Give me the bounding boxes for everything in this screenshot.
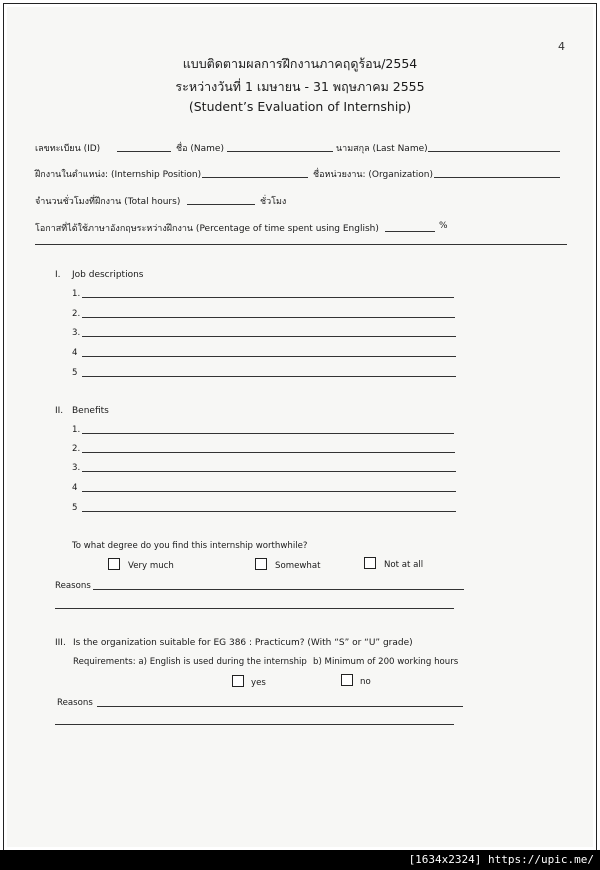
job-item-number: 5 <box>72 368 78 378</box>
watermark-text: [1634x2324] https://upic.me/ <box>408 853 594 866</box>
job-item-line[interactable] <box>82 317 455 318</box>
job-item-number: 3. <box>72 328 81 338</box>
yes-checkbox[interactable] <box>232 675 244 687</box>
position-field[interactable] <box>202 177 308 178</box>
requirement-a: Requirements: a) English is used during the internship <box>73 657 307 667</box>
title-thai: แบบติดตามผลการฝึกงานภาคฤดูร้อน/2554 <box>182 56 418 71</box>
worthwhile-question: To what degree do you find this internship worthwhile? <box>72 541 308 551</box>
id-label: เลขทะเบียน (ID) <box>35 144 101 154</box>
somewhat-label: Somewhat <box>275 561 321 571</box>
section3-heading: Is the organization suitable for EG 386 : Practicum? (With “S” or “U” grade) <box>73 638 413 648</box>
hours-unit: ชั่วโมง <box>260 197 287 207</box>
organization-label: ชื่อหน่วยงาน: (Organization) <box>313 170 433 180</box>
job-item-number: 2. <box>72 309 81 319</box>
section2-reasons-label: Reasons <box>55 581 91 591</box>
benefit-item-line[interactable] <box>82 452 455 453</box>
name-field[interactable] <box>227 151 333 152</box>
title-dates: ระหว่างวันที่ 1 เมษายน - 31 พฤษภาคม 2555 <box>175 79 425 94</box>
section2-numeral: II. <box>55 406 64 416</box>
title-english: (Student’s Evaluation of Internship) <box>188 99 412 114</box>
benefit-item-line[interactable] <box>82 471 456 472</box>
somewhat-checkbox[interactable] <box>255 558 267 570</box>
benefit-item-line[interactable] <box>82 491 456 492</box>
section3-numeral: III. <box>55 638 66 648</box>
job-item-number: 1. <box>72 289 81 299</box>
benefit-item-number: 1. <box>72 425 81 435</box>
very-much-checkbox[interactable] <box>108 558 120 570</box>
section3-reasons-line[interactable] <box>55 724 454 725</box>
job-item-line[interactable] <box>82 336 456 337</box>
section2-heading: Benefits <box>72 406 109 416</box>
watermark-bar <box>0 850 600 870</box>
section2-reasons-line[interactable] <box>93 589 464 590</box>
yes-label: yes <box>251 678 266 688</box>
benefit-item-line[interactable] <box>82 511 456 512</box>
section3-reasons-label: Reasons <box>57 698 93 708</box>
section2-reasons-line[interactable] <box>55 608 454 609</box>
header-divider <box>35 244 567 245</box>
job-item-line[interactable] <box>82 376 456 377</box>
name-label: ชื่อ (Name) <box>176 144 224 154</box>
lastname-field[interactable] <box>428 151 560 152</box>
page-number: 4 <box>558 40 565 53</box>
benefit-item-number: 4 <box>72 483 78 493</box>
percent-sign: % <box>439 221 448 231</box>
very-much-label: Very much <box>128 561 174 571</box>
requirement-b: b) Minimum of 200 working hours <box>313 657 459 667</box>
hours-label: จำนวนชั่วโมงที่ฝึกงาน (Total hours) <box>35 197 181 207</box>
job-item-line[interactable] <box>82 297 454 298</box>
job-item-line[interactable] <box>82 356 456 357</box>
id-field[interactable] <box>117 151 171 152</box>
english-label: โอกาสที่ได้ใช้ภาษาอังกฤษระหว่างฝึกงาน (Percentage of time spent using English) <box>35 224 379 234</box>
section3-reasons-line[interactable] <box>97 706 463 707</box>
benefit-item-number: 3. <box>72 463 81 473</box>
position-label: ฝึกงานในตำแหน่ง: (Internship Position) <box>35 170 202 180</box>
no-checkbox[interactable] <box>341 674 353 686</box>
benefit-item-number: 2. <box>72 444 81 454</box>
benefit-item-line[interactable] <box>82 433 454 434</box>
not-at-all-label: Not at all <box>384 560 424 570</box>
section1-heading: Job descriptions <box>72 270 144 280</box>
no-label: no <box>360 677 371 687</box>
hours-field[interactable] <box>187 204 255 205</box>
lastname-label: นามสกุล (Last Name) <box>336 144 428 154</box>
not-at-all-checkbox[interactable] <box>364 557 376 569</box>
english-percent-field[interactable] <box>385 231 435 232</box>
benefit-item-number: 5 <box>72 503 78 513</box>
job-item-number: 4 <box>72 348 78 358</box>
organization-field[interactable] <box>434 177 560 178</box>
document-page <box>7 7 593 847</box>
section1-numeral: I. <box>55 270 61 280</box>
